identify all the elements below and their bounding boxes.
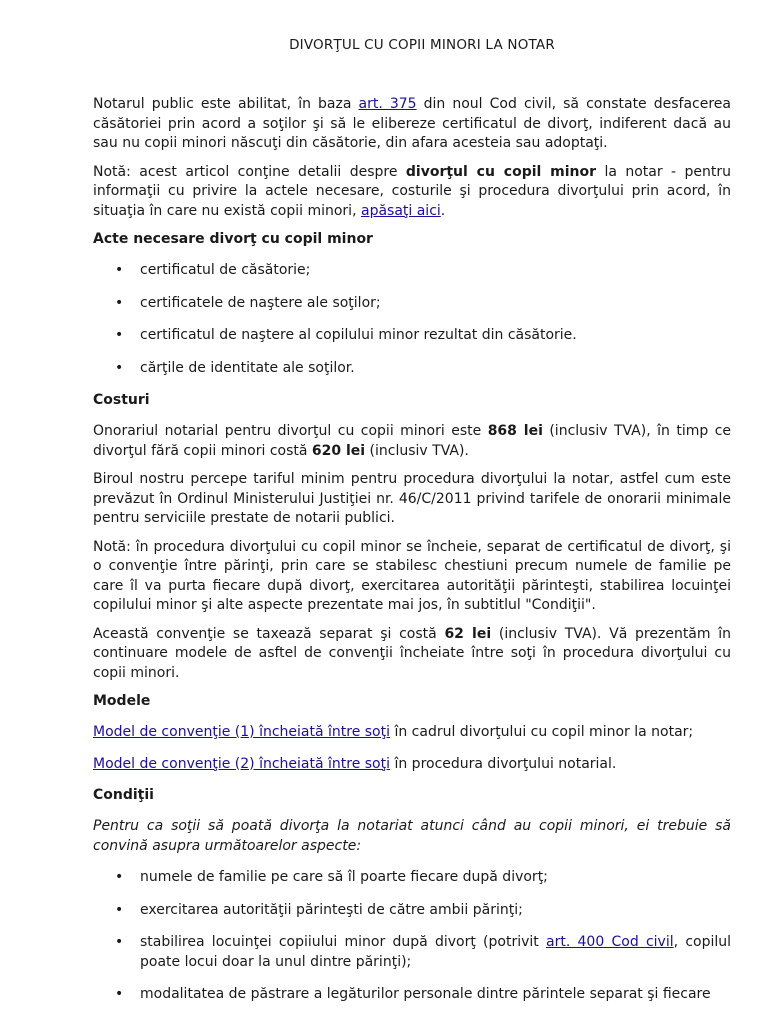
intro-paragraph xyxy=(93,95,731,154)
model-2-text: în procedura divorţului notarial. xyxy=(390,755,617,772)
note-text-2: la notar - pentru informaţii cu privire la actele necesare, costurile şi procedura divorţului prin acord, în situaţia în care nu există copii minori, xyxy=(93,163,732,219)
costuri-text-3: (inclusiv TVA). xyxy=(365,442,469,459)
price-868: 868 lei xyxy=(487,423,543,439)
costuri-text-2: (inclusiv TVA), în timp ce divorţul fără copii minori costă xyxy=(93,423,731,459)
list-item: • certificatul de căsătorie; xyxy=(140,261,731,281)
costuri-paragraph-4 xyxy=(93,625,731,684)
conditii-list xyxy=(93,868,731,1005)
acte-heading: Acte necesare divorţ cu copil minor xyxy=(93,231,373,247)
intro-text: Notarul public este abilitat, în baza xyxy=(93,96,359,112)
model-2-link[interactable]: Model de convenţie (2) încheiată între soţi xyxy=(93,755,391,772)
costuri-paragraph-3: Notă: în procedura divorţului cu copil minor se încheie, separat de certificatul de divorţ, şi o convenţie între părinţi, prin care se stabilesc chestiuni precum numele de familie pe care îl va purta fiecare după divorţ, exercitarea autorităţii părinteşti, stabilirea locuinţei copilului minor şi alte aspecte prezentate mai jos, în subtitlul "Condiţii". xyxy=(93,538,731,613)
costuri-text-4: Această convenţie se taxează separat şi costă xyxy=(93,625,445,642)
model-2-paragraph xyxy=(93,755,731,775)
model-1-paragraph xyxy=(93,723,731,743)
list-item: • modalitatea de păstrare a legăturilor personale dintre părintele separat şi fiecare xyxy=(140,985,731,1005)
conditii-intro-text: Pentru ca soţii să poată divorţa la notariat atunci când au copii minori, ei trebuie să convină asupra următoarelor aspecte: xyxy=(93,818,731,854)
model-1-text: în cadrul divorţului cu copil minor la notar; xyxy=(390,724,694,740)
list-item: • certificatele de naştere ale soţilor; xyxy=(140,294,731,314)
conditii-heading: Condiţii xyxy=(93,787,154,803)
costuri-heading: Costuri xyxy=(93,392,150,408)
costuri-paragraph-1 xyxy=(93,422,731,461)
list-item: • cărţile de identitate ale soţilor. xyxy=(140,359,731,379)
note-text: Notă: acest articol conţine detalii despre xyxy=(93,163,406,180)
conditii-item-text-2: , copilul poate locui doar la unul dintre părinţi); xyxy=(140,934,732,970)
conditii-item-text: stabilirea locuinţei copiiului minor după divorţ (potrivit xyxy=(140,934,547,950)
price-620: 620 lei xyxy=(311,442,366,459)
costuri-text-5: (inclusiv TVA). Vă prezentăm în continuare modele de asftel de convenţii încheiate între soţi în procedura divorţului cu copii minori. xyxy=(93,625,732,681)
conditii-intro xyxy=(93,817,731,856)
art-375-link[interactable]: art. 375 xyxy=(358,96,417,112)
art-400-link[interactable]: art. 400 Cod civil xyxy=(546,934,674,950)
price-62: 62 lei xyxy=(444,625,492,642)
modele-heading: Modele xyxy=(93,693,151,709)
list-item: • numele de familie pe care să îl poarte fiecare după divorţ; xyxy=(140,868,731,888)
costuri-text: Onorariul notarial pentru divorţul cu copii minori este xyxy=(93,423,488,439)
list-item xyxy=(140,933,731,972)
apasati-aici-link[interactable]: apăsaţi aici xyxy=(360,202,441,219)
costuri-paragraph-2: Biroul nostru percepe tariful minim pentru procedura divorţului la notar, astfel cum este prevăzut în Ordinul Ministerului Justiţiei nr. 46/C/2011 privind tarifele de onorarii minimale pentru serviciile prestate de notarii publici. xyxy=(93,471,731,526)
list-item: • certificatul de naştere al copilului minor rezultat din căsătorie. xyxy=(140,326,731,346)
note-text-3: . xyxy=(440,202,446,219)
model-1-link[interactable]: Model de convenţie (1) încheiată între soţi xyxy=(93,724,391,740)
list-item: • exercitarea autorităţii părinteşti de către ambii părinţi; xyxy=(140,901,731,921)
note-bold: divorţul cu copil minor xyxy=(405,163,597,180)
acte-list xyxy=(93,261,731,378)
intro-text-2: din noul Cod civil, să constate desfacerea căsătoriei prin acord a soţilor şi să le elibereze certificatul de divorţ, indiferent dacă au sau nu copii minori născuţi din căsătorie, din afara acesteia sau adoptaţi. xyxy=(93,96,731,151)
page-title: DIVORŢUL CU COPII MINORI LA NOTAR xyxy=(289,37,555,53)
note-paragraph xyxy=(93,163,731,222)
